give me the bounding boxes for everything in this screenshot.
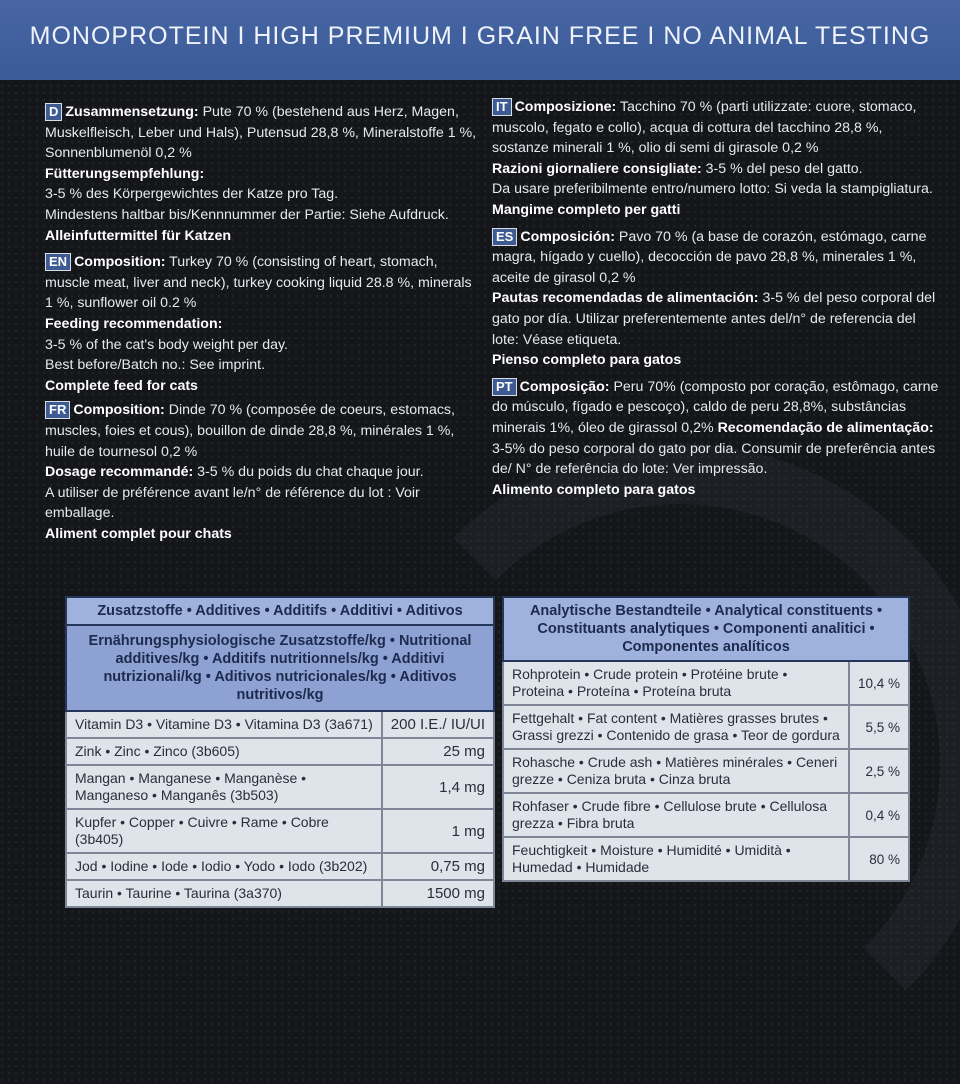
composition-text: Dinde 70 % (composée de coeurs, estomacs, muscles, foies et cous), bouillon de dinde 28,8 %, minérales 1 %, huile de tournesol 0,2 % (45, 402, 455, 460)
additive-value: 0,75 mg (382, 853, 494, 880)
right-text-column (492, 97, 942, 502)
composition-label: Composizione: (514, 99, 617, 115)
constituent-name: Feuchtigkeit • Moisture • Humidité • Umidità • Humedad • Humidade (503, 837, 849, 881)
composition-label: Composition: (74, 254, 166, 271)
composition-label: Composição: (519, 378, 610, 395)
table-row (503, 661, 909, 705)
constituent-value: 0,4 % (849, 793, 909, 837)
feeding-text: 3-5 % du poids du chat chaque jour. (193, 464, 424, 481)
feeding-label: Feeding recommendation: (45, 315, 223, 332)
constituent-name: Rohasche • Crude ash • Matières minérales • Ceneri grezze • Ceniza bruta • Cinza bruta (503, 749, 849, 793)
additive-name: Vitamin D3 • Vitamine D3 • Vitamina D3 (3a671) (66, 711, 382, 738)
feeding-text: 3-5 % del peso del gatto. (701, 160, 863, 177)
composition-text: Pute 70 % (bestehend aus Herz, Magen, Muskelfleisch, Leber und Hals), Putensud 28,8 %, Mineralstoffe 1 %, Sonnenblumenöl 0,2 % (45, 104, 477, 162)
composition-text: Pavo 70 % (a base de corazón, estómago, carne magra, hígado y cuello), decocción de pavo 28,8 %, minerales 1 %, aceite de girasol 0,2 % (492, 228, 927, 286)
constituent-name: Rohprotein • Crude protein • Protéine brute • Proteina • Proteína • Proteína bruta (503, 661, 849, 705)
table-row (503, 793, 909, 837)
complete-feed-label: Mangime completo per gatti (492, 201, 681, 218)
language-block-es (492, 227, 942, 371)
analytical-header: Analytische Bestandteile • Analytical constituents • Constituants analytiques • Componenti analitici • Componentes analíticos (503, 597, 909, 661)
complete-feed-label: Alimento completo para gatos (492, 481, 696, 498)
complete-feed-label: Complete feed for cats (45, 377, 198, 394)
complete-feed-label: Pienso completo para gatos (492, 352, 682, 369)
language-block-it (492, 97, 942, 221)
additive-name: Jod • Iodine • Iode • Iodio • Yodo • Iodo (3b202) (66, 853, 382, 880)
table-row (66, 765, 494, 809)
additive-value: 200 I.E./ IU/UI (382, 711, 494, 738)
best-before-text: Best before/Batch no.: See imprint. (45, 357, 266, 374)
composition-label: Composition: (73, 402, 165, 419)
table-row (66, 711, 494, 738)
feeding-text: 3-5 % des Körpergewichtes der Katze pro Tag. (45, 186, 339, 203)
feeding-text: 3-5 % of the cat's body weight per day. (45, 336, 288, 353)
additive-name: Zink • Zinc • Zinco (3b605) (66, 738, 382, 765)
table-row (66, 880, 494, 907)
feeding-text: 3-5 % del peso corporal del gato por día. Utilizar preferentemente antes del/n° de referencia del lote: Véase etiqueta. (492, 290, 936, 348)
additive-value: 1 mg (382, 809, 494, 853)
constituent-value: 10,4 % (849, 661, 909, 705)
additives-header: Zusatzstoffe • Additives • Additifs • Additivi • Aditivos (66, 597, 494, 625)
additive-value: 1,4 mg (382, 765, 494, 809)
feeding-label: Dosage recommandé: (45, 464, 194, 481)
table-row (503, 705, 909, 749)
constituent-value: 80 % (849, 837, 909, 881)
additive-value: 1500 mg (382, 880, 494, 907)
header-banner (0, 0, 960, 80)
table-row (66, 853, 494, 880)
additives-subheader: Ernährungsphysiologische Zusatzstoffe/kg • Nutritional additives/kg • Additifs nutritionnels/kg • Additivi nutrizionali/kg • Aditivos nutricionales/kg • Aditivos nutritivos/kg (66, 625, 494, 711)
composition-text: Tacchino 70 % (parti utilizzate: cuore, stomaco, muscolo, fegato e collo), acqua di cottura del tacchino 28,8 %, sostanze minerali 1 %, olio di semi di girasole 0,2 % (492, 99, 917, 157)
composition-label: Zusammensetzung: (65, 104, 199, 120)
left-text-column (45, 102, 480, 546)
additives-table (65, 596, 495, 908)
language-block-pt (492, 377, 942, 501)
best-before-text: A utiliser de préférence avant le/n° de référence du lot : Voir emballage. (45, 484, 420, 522)
language-tag: ES (492, 228, 517, 246)
feeding-label: Pautas recomendadas de alimentación: (492, 290, 759, 307)
language-tag: EN (45, 253, 71, 271)
feeding-text: 3-5% do peso corporal do gato por dia. Consumir de preferência antes de/ N° de referência do lote: Ver impressão. (492, 440, 936, 478)
composition-label: Composición: (520, 228, 615, 245)
additive-name: Kupfer • Copper • Cuivre • Rame • Cobre (3b405) (66, 809, 382, 853)
analytical-constituents-table (502, 596, 910, 882)
language-tag: D (45, 103, 62, 121)
feeding-label: Razioni giornaliere consigliate: (492, 160, 702, 177)
complete-feed-label: Aliment complet pour chats (45, 525, 232, 542)
table-row (66, 738, 494, 765)
best-before-text: Mindestens haltbar bis/Kennnummer der Partie: Siehe Aufdruck. (45, 206, 449, 223)
table-row (66, 809, 494, 853)
language-block-de (45, 102, 480, 246)
feeding-label: Fütterungsempfehlung: (45, 165, 205, 182)
additive-value: 25 mg (382, 738, 494, 765)
constituent-value: 2,5 % (849, 749, 909, 793)
language-tag: IT (492, 98, 512, 116)
constituent-name: Fettgehalt • Fat content • Matières grasses brutes • Grassi grezzi • Contenido de grasa • Teor de gordura (503, 705, 849, 749)
language-tag: FR (45, 401, 70, 419)
feeding-label: Recomendação de alimentação: (717, 419, 934, 436)
language-block-fr (45, 400, 480, 544)
banner-text: MONOPROTEIN I HIGH PREMIUM I GRAIN FREE I NO ANIMAL TESTING (29, 21, 931, 50)
additive-name: Mangan • Manganese • Manganèse • Manganeso • Manganês (3b503) (66, 765, 382, 809)
additive-name: Taurin • Taurine • Taurina (3a370) (66, 880, 382, 907)
composition-text: Turkey 70 % (consisting of heart, stomach, muscle meat, liver and neck), turkey cooking liquid 28.8 %, minerals 1 %, sunflower oil 0.2 % (45, 254, 472, 312)
constituent-value: 5,5 % (849, 705, 909, 749)
table-row (503, 837, 909, 881)
best-before-text: Da usare preferibilmente entro/numero lotto: Si veda la stampigliatura. (492, 181, 933, 198)
language-tag: PT (492, 378, 517, 396)
composition-text: Peru 70% (composto por coração, estômago, carne do músculo, fígado e pescoço), caldo de peru 28,8%, substâncias minerais 1%, óleo de girassol 0,2% (492, 378, 939, 436)
table-row (503, 749, 909, 793)
language-block-en (45, 252, 480, 396)
complete-feed-label: Alleinfuttermittel für Katzen (45, 227, 232, 244)
constituent-name: Rohfaser • Crude fibre • Cellulose brute • Cellulosa grezza • Fibra bruta (503, 793, 849, 837)
